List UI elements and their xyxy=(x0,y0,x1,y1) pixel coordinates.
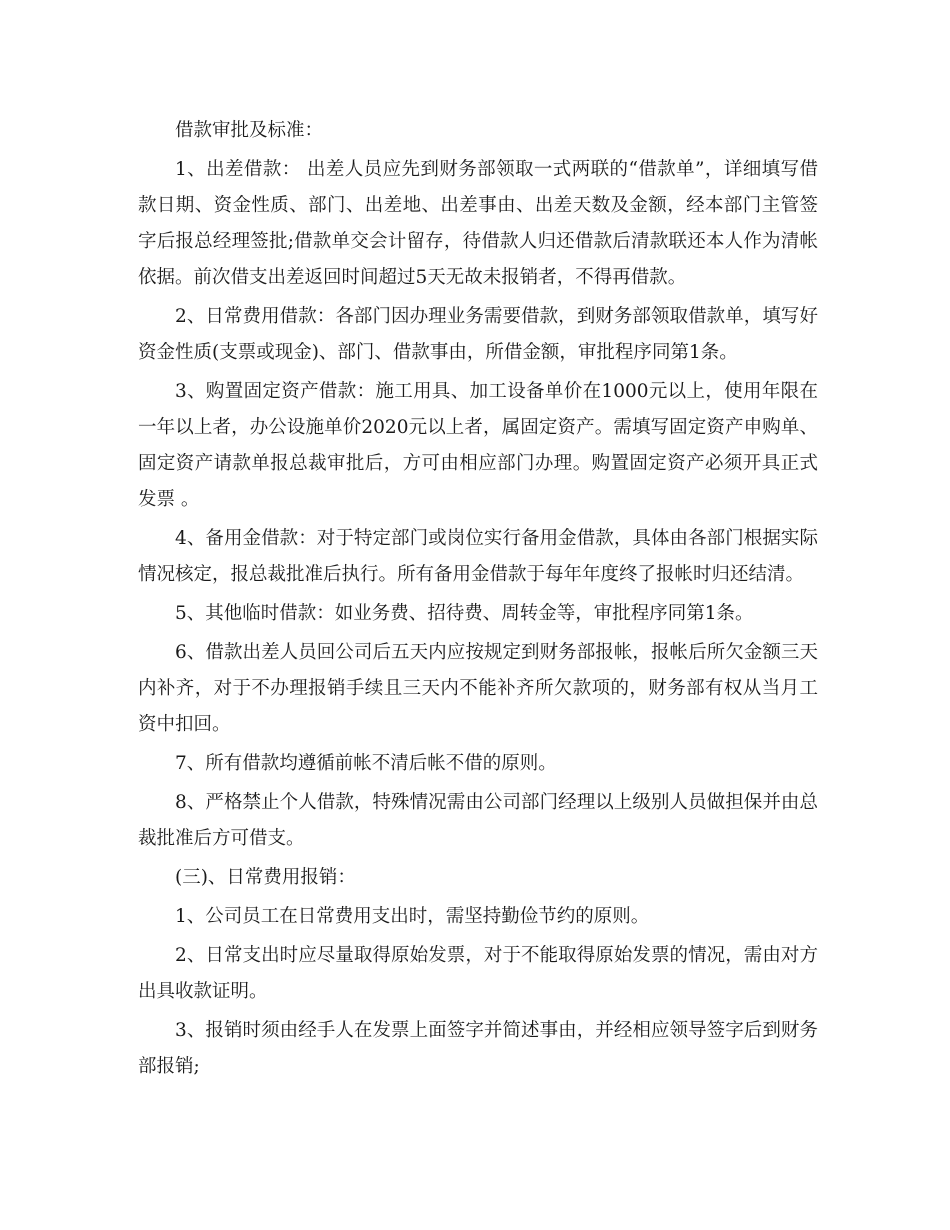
paragraph-daily-expense-loan: 2、日常费用借款：各部门因办理业务需要借款，到财务部领取借款单，填写好资金性质(支票或现金)、部门、借款事由，所借金额，审批程序同第1条。 xyxy=(138,306,818,363)
paragraph-fixed-asset-loan: 3、购置固定资产借款：施工用具、加工设备单价在1000元以上，使用年限在一年以上者，办公设施单价2020元以上者，属固定资产。需填写固定资产申购单、固定资产请款单报总裁审批后，方可由相应部门办理。购置固定资产必须开具正式发票 。 xyxy=(138,381,818,510)
heading-daily-expense-reimbursement: (三)、日常费用报销： xyxy=(175,867,356,888)
paragraph-travel-loan: 1、出差借款： 出差人员应先到财务部领取一式两联的“借款单”，详细填写借款日期、资金性质、部门、出差地、出差事由、出差天数及金额，经本部门主管签字后报总经理签批;借款单交会计留存，待借款人归还借款后清款联还本人作为清帐依据。前次借支出差返回时间超过5天无故未报销者，不得再借款。 xyxy=(138,159,818,288)
paragraph-other-temporary-loan: 5、其他临时借款：如业务费、招待费、周转金等，审批程序同第1条。 xyxy=(175,603,754,624)
document-body xyxy=(138,113,818,1088)
paragraph-personal-loan-ban: 8、严格禁止个人借款，特殊情况需由公司部门经理以上级别人员做担保并由总裁批准后方可借支。 xyxy=(138,792,818,849)
paragraph-frugality: 1、公司员工在日常费用支出时，需坚持勤俭节约的原则。 xyxy=(175,906,650,927)
heading-loan-approval: 借款审批及标准： xyxy=(175,120,324,141)
paragraph-petty-cash-loan: 4、备用金借款：对于特定部门或岗位实行备用金借款，具体由各部门根据实际情况核定，报总裁批准后执行。所有备用金借款于每年年度终了报帐时归还结清。 xyxy=(138,528,818,585)
paragraph-reimbursement-signature: 3、报销时须由经手人在发票上面签字并简述事由，并经相应领导签字后到财务部报销; xyxy=(138,1020,818,1077)
paragraph-loan-principle: 7、所有借款均遵循前帐不清后帐不借的原则。 xyxy=(175,753,557,774)
paragraph-reimbursement-deadline: 6、借款出差人员回公司后五天内应按规定到财务部报帐，报帐后所欠金额三天内补齐，对于不办理报销手续且三天内不能补齐所欠款项的，财务部有权从当月工资中扣回。 xyxy=(138,642,818,735)
paragraph-original-invoice: 2、日常支出时应尽量取得原始发票，对于不能取得原始发票的情况，需由对方出具收款证明。 xyxy=(138,945,818,1002)
